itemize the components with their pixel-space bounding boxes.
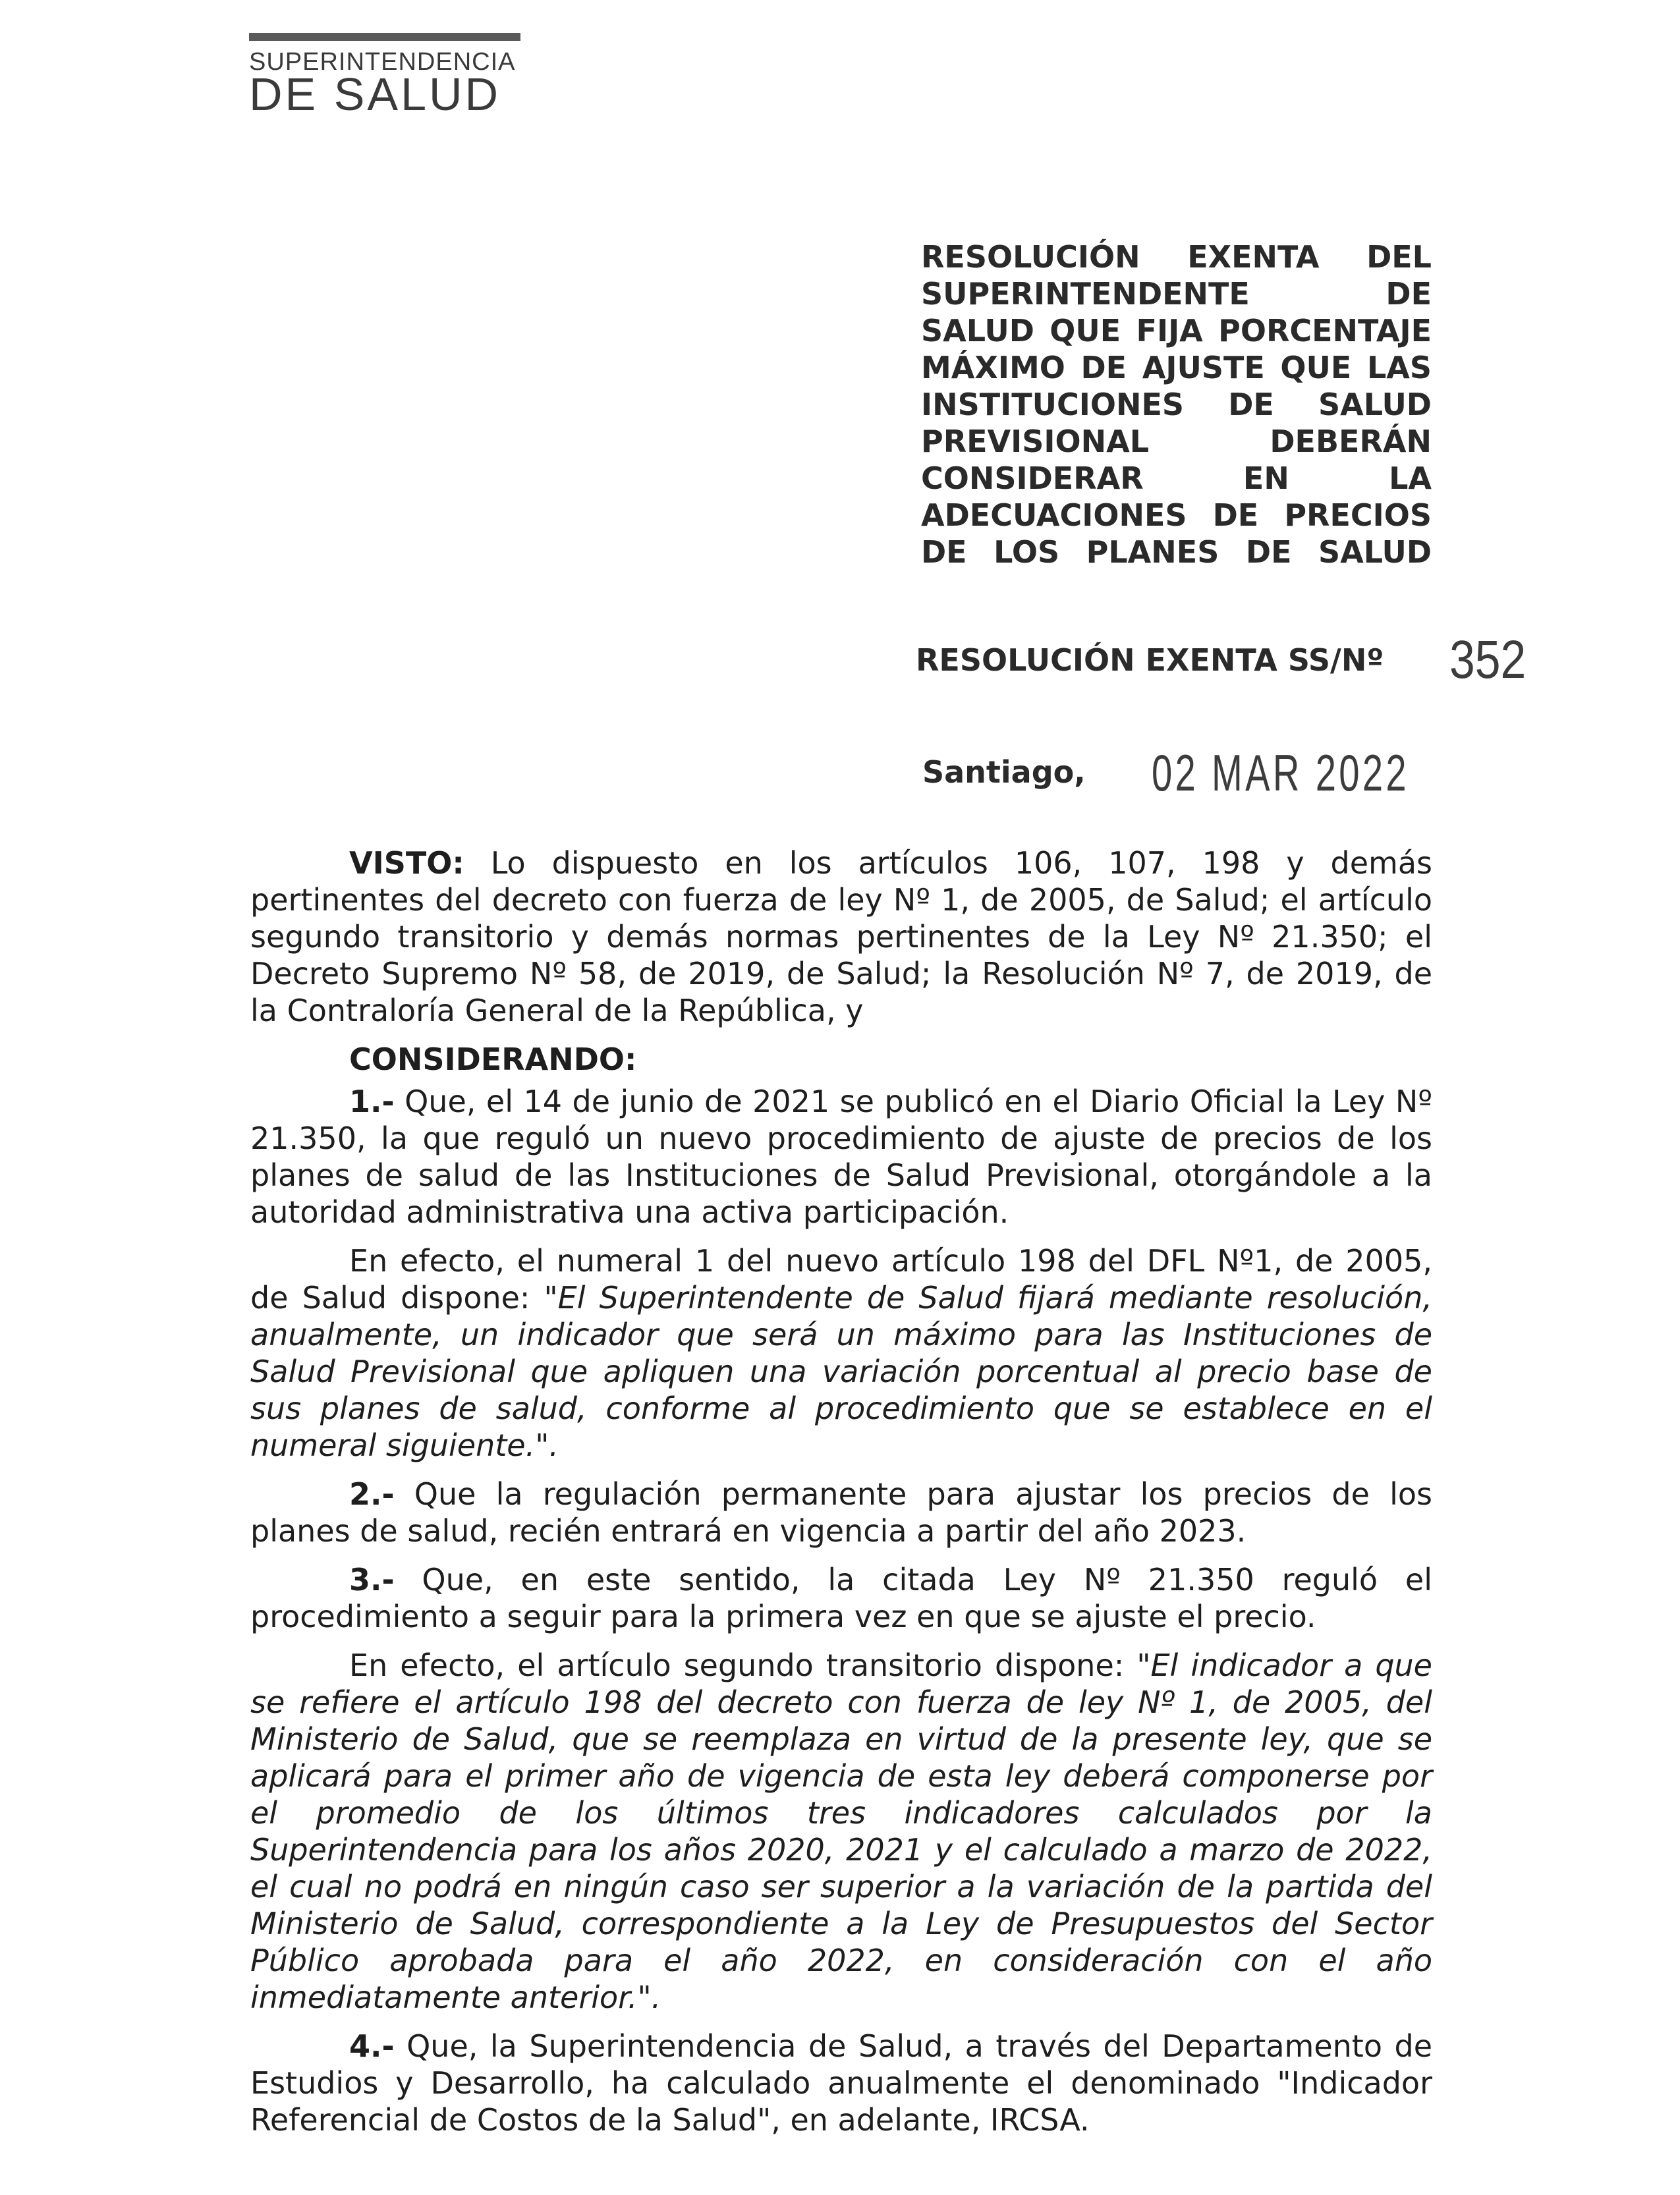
title-line: INSTITUCIONES DE SALUD [921,387,1432,422]
considerando-paragraph-1b [250,1242,1432,1464]
paragraph-number: 1.- [349,1084,395,1119]
title-line: MÁXIMO DE AJUSTE QUE LAS [921,350,1432,385]
paragraph-text: Que, la Superintendencia de Salud, a través del Departamento de Estudios y Desarrollo, ha calculado anualmente el denominado "Indicador Referencial de Costos de la Salud", en adelante, IRCSA. [250,2028,1432,2138]
resolution-number-stamp: 352 [1449,630,1526,690]
date-stamp: 02 MAR 2022 [1152,744,1409,802]
considerando-heading: CONSIDERANDO: [349,1042,637,1077]
title-line: SUPERINTENDENTE DE [921,276,1432,312]
considerando-paragraph-1 [250,1083,1432,1231]
quoted-text: "El Superintendente de Salud fijará mediante resolución, anualmente, un indicador que será un máximo para las Instituciones de Salud Previsional que apliquen una variación porcentual al precio base de sus planes de salud, conforme al procedimiento que se establece en el numeral siguiente.". [250,1280,1432,1463]
date-place: Santiago, [922,754,1086,790]
resolution-label: RESOLUCIÓN EXENTA SS/Nº [916,642,1384,678]
visto-paragraph [250,845,1432,1029]
document-title [921,238,1432,570]
visto-text: Lo dispuesto en los artículos 106, 107, 198 y demás pertinentes del decreto con fuerza de ley Nº 1, de 2005, de Salud; el artículo segundo transitorio y demás normas pertinentes de la Ley Nº 21.350; el Decreto Supremo Nº 58, de 2019, de Salud; la Resolución Nº 7, de 2019, de la Contraloría General de la República, y [250,845,1432,1028]
considerando-paragraph-3b [250,1647,1432,2016]
title-line: CONSIDERAR EN LA [921,460,1432,496]
title-line: RESOLUCIÓN EXENTA DEL [921,239,1432,275]
paragraph-number: 3.- [349,1562,395,1598]
logo-top-text: SUPERINTENDENCIA [249,48,516,76]
visto-lead: VISTO: [349,845,464,881]
paragraph-text: Que, en este sentido, la citada Ley Nº 21.350 reguló el procedimiento a seguir para la primera vez en que se ajuste el precio. [250,1562,1432,1634]
title-line: DE LOS PLANES DE SALUD [921,534,1432,570]
paragraph-text: Que, el 14 de junio de 2021 se publicó en el Diario Oficial la Ley Nº 21.350, la que reguló un nuevo procedimiento de ajuste de precios de los planes de salud de las Instituciones de Salud Previsional, otorgándole a la autoridad administrativa una activa participación. [250,1084,1432,1230]
title-line: PREVISIONAL DEBERÁN [921,424,1432,459]
document-body [250,845,1432,2150]
paragraph-text: Que la regulación permanente para ajustar los precios de los planes de salud, recién entrará en vigencia a partir del año 2023. [250,1476,1432,1549]
paragraph-number: 4.- [349,2028,395,2064]
paragraph-text: En efecto, el numeral 1 del nuevo artículo 198 del DFL Nº1, de 2005, de Salud dispone: [250,1243,1432,1316]
logo-bottom-text: DE SALUD [249,69,501,120]
considerando-paragraph-3 [250,1561,1432,1635]
title-line: ADECUACIONES DE PRECIOS [921,497,1432,533]
considerando-paragraph-4 [250,2028,1432,2138]
title-line: SALUD QUE FIJA PORCENTAJE [921,313,1432,348]
superintendencia-logo [249,33,520,120]
considerando-paragraph-2 [250,1476,1432,1549]
paragraph-text: En efecto, el artículo segundo transitorio dispone: [349,1648,1137,1683]
paragraph-number: 2.- [349,1476,395,1512]
quoted-text: "El indicador a que se refiere el artículo 198 del decreto con fuerza de ley Nº 1, de 2005, del Ministerio de Salud, que se reemplaza en virtud de la presente ley, que se aplicará para el primer año de vigencia de esta ley deberá componerse por el promedio de los últimos tres indicadores calculados por la Superintendencia para los años 2020, 2021 y el calculado a marzo de 2022, el cual no podrá en ningún caso ser superior a la variación de la partida del Ministerio de Salud, correspondiente a la Ley de Presupuestos del Sector Público aprobada para el año 2022, en consideración con el año inmediatamente anterior.". [250,1648,1432,2015]
logo-bar [249,33,520,41]
